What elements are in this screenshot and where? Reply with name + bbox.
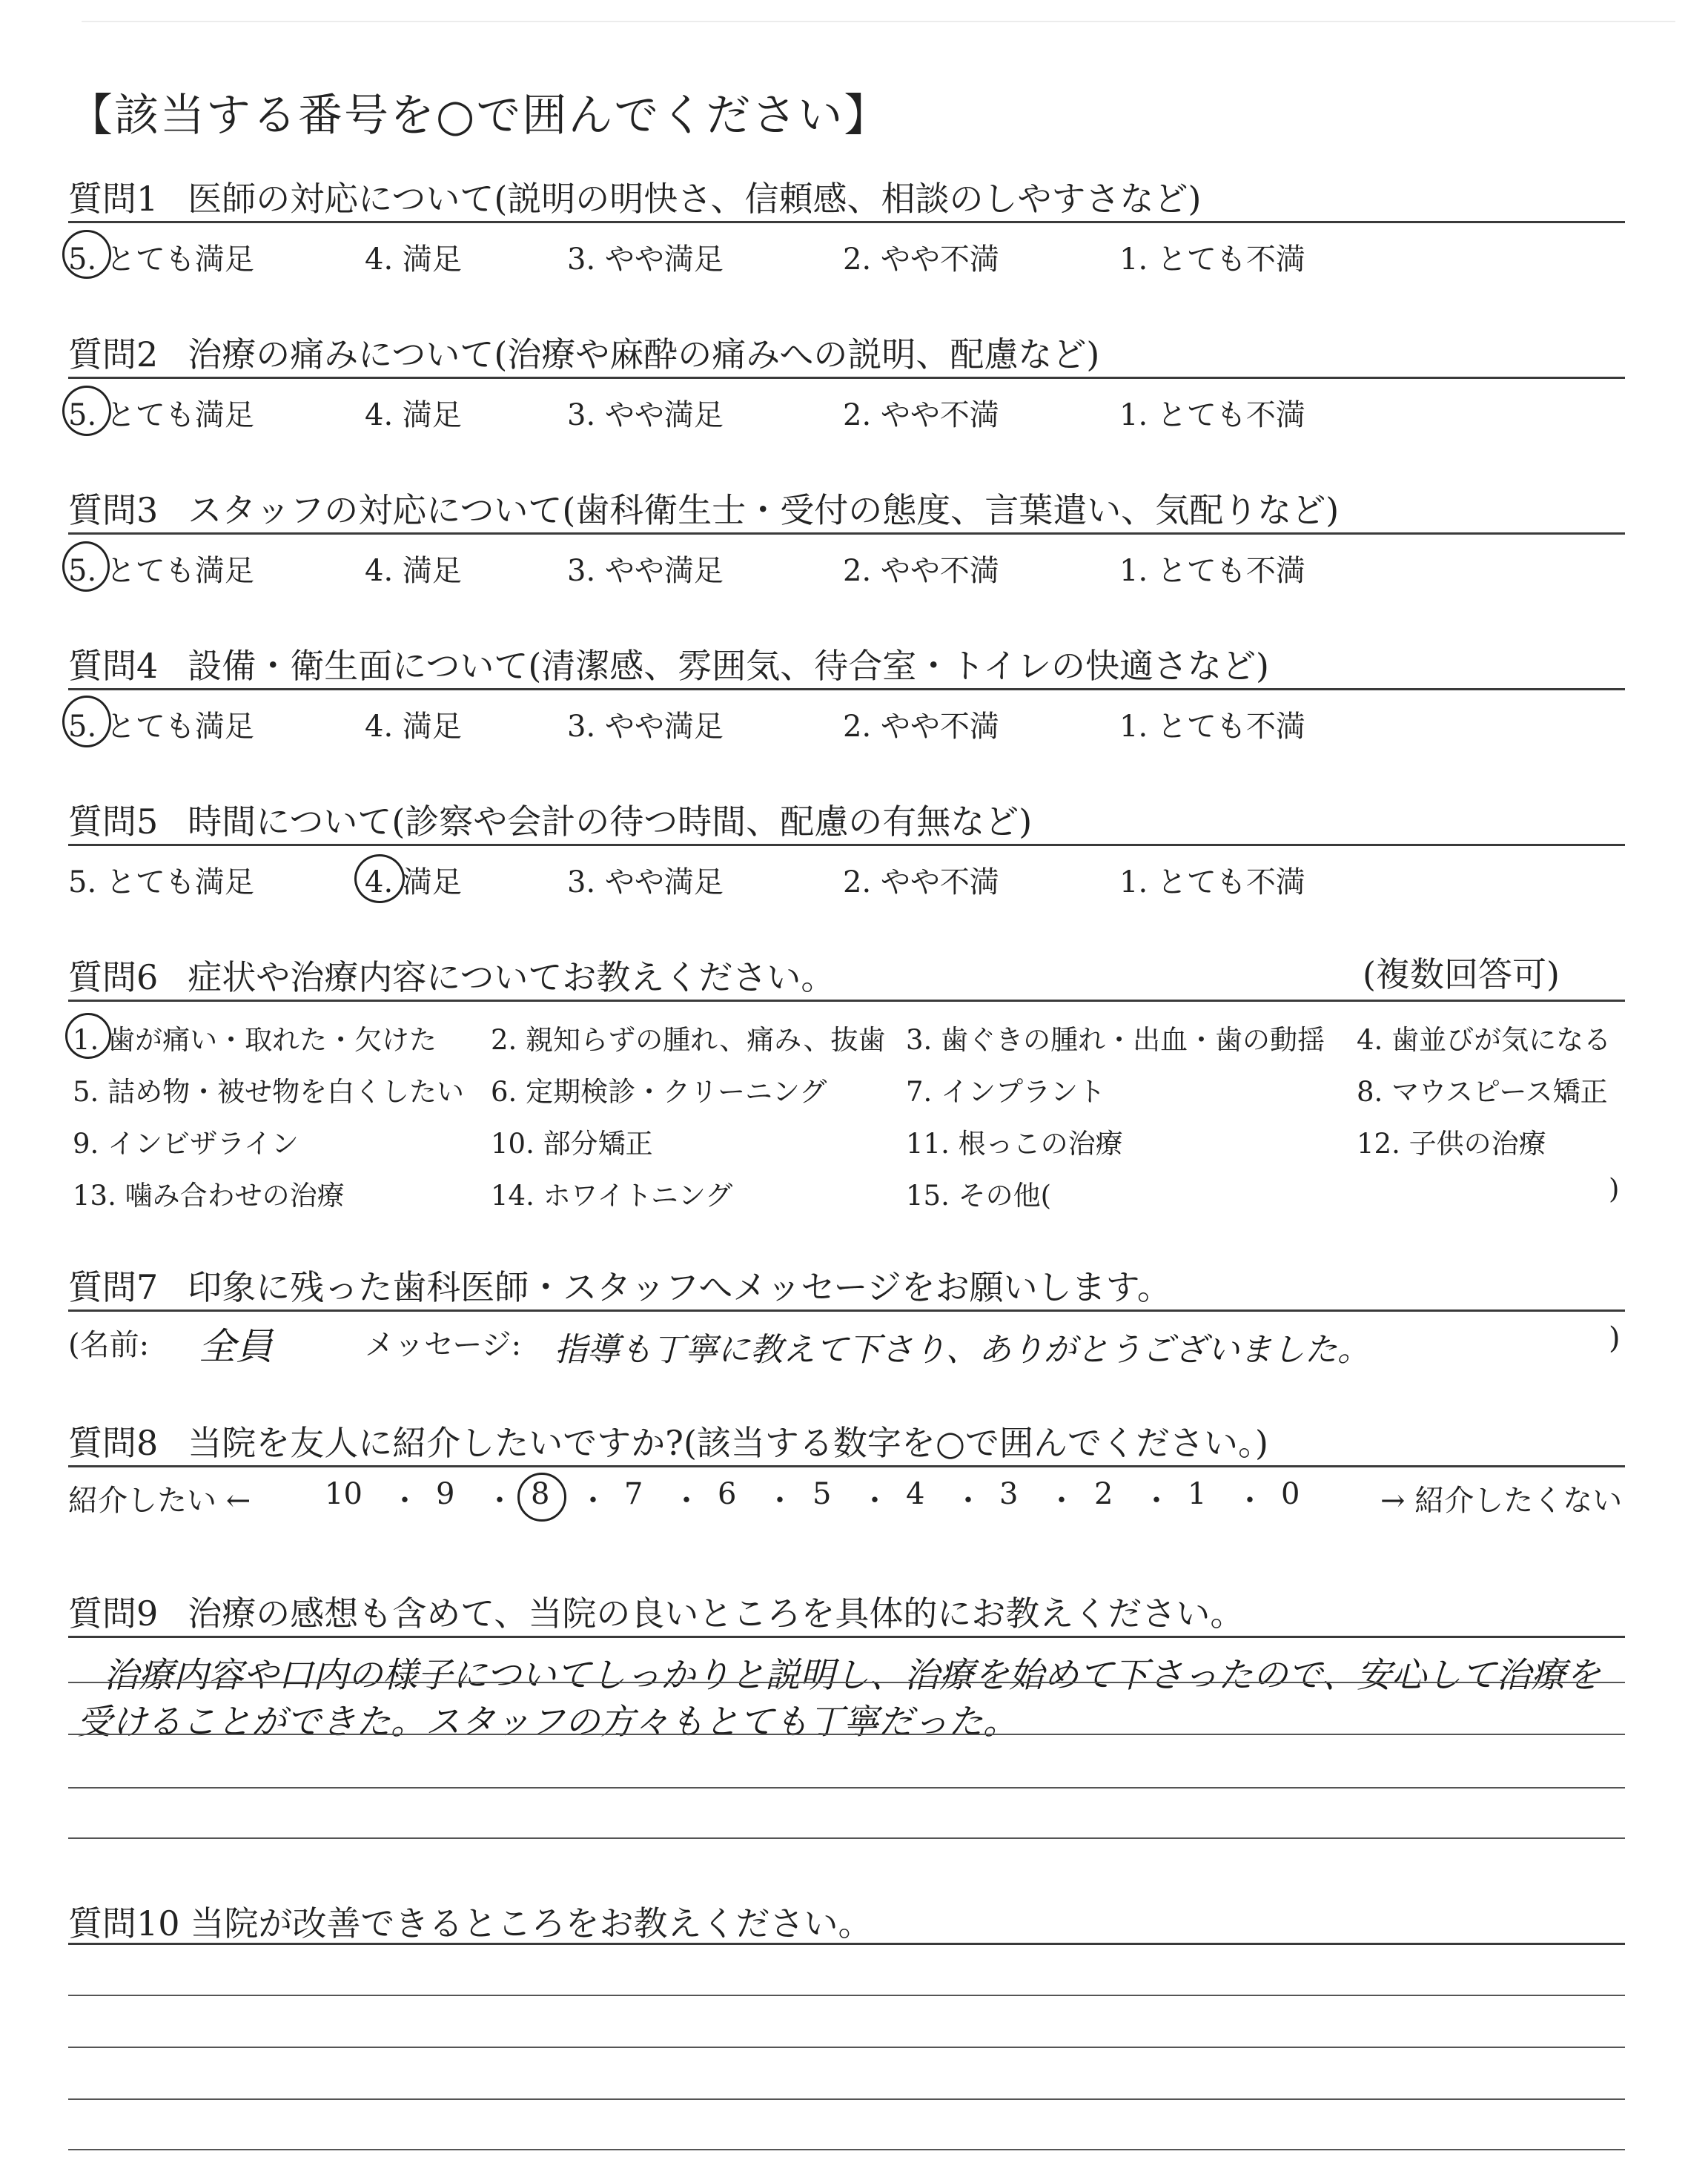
q7-text: 印象に残った歯科医師・スタッフへメッセージをお願いします。 xyxy=(188,1267,1171,1307)
q4-opt-2[interactable]: 2. やや不満 xyxy=(843,710,999,744)
q8-score-2[interactable]: 2 xyxy=(1094,1477,1113,1511)
q8-left-label: 紹介したい ← xyxy=(68,1484,251,1518)
q1-opt-1[interactable]: 1. とても不満 xyxy=(1119,242,1305,277)
q8-dot: ・ xyxy=(390,1484,420,1518)
q5-text: 時間について(診察や会計の待つ時間、配慮の有無など) xyxy=(188,802,1033,842)
q2-text: 治療の痛みについて(治療や麻酔の痛みへの説明、配慮など) xyxy=(188,334,1100,374)
q10-answer-rule xyxy=(68,2047,1625,2048)
q7-message-label: メッセージ: xyxy=(365,1328,522,1362)
q10-rule xyxy=(68,1943,1625,1945)
q6-rule xyxy=(68,1000,1625,1002)
q10-answer-rule xyxy=(68,2098,1625,2100)
q1-opt-5[interactable]: 5. とても満足 xyxy=(68,242,254,277)
q8-label: 質問8 xyxy=(68,1423,159,1463)
q9-text: 治療の感想も含めて、当院の良いところを具体的にお教えください。 xyxy=(188,1593,1245,1634)
q8-selection-circle xyxy=(517,1473,566,1522)
q8-right-label: → 紹介したくない xyxy=(1380,1484,1623,1518)
q8-score-6[interactable]: 6 xyxy=(718,1477,737,1511)
q1-selection-circle xyxy=(62,230,111,279)
q10-answer-rule xyxy=(68,1995,1625,1996)
q4-rule xyxy=(68,688,1625,690)
q10-text: 当院が改善できるところをお教えください。 xyxy=(190,1903,873,1943)
q9-answer-rule xyxy=(68,1682,1625,1683)
q8-score-5[interactable]: 5 xyxy=(812,1477,832,1511)
q2-selection-circle xyxy=(62,386,111,436)
q2-opt-3[interactable]: 3. やや満足 xyxy=(567,398,724,432)
q3-label: 質問3 xyxy=(68,490,159,530)
q6-option-11[interactable]: 11. 根っこの治療 xyxy=(906,1128,1123,1160)
q4-selection-circle xyxy=(62,696,111,747)
q8-text: 当院を友人に紹介したいですか?(該当する数字を○で囲んでください。) xyxy=(188,1423,1268,1463)
q3-opt-5[interactable]: 5. とても満足 xyxy=(68,554,254,588)
q3-opt-2[interactable]: 2. やや不満 xyxy=(843,554,999,588)
q5-label: 質問5 xyxy=(68,802,159,842)
q4-text: 設備・衛生面について(清潔感、雰囲気、待合室・トイレの快適さなど) xyxy=(188,646,1269,686)
q6-option-10[interactable]: 10. 部分矯正 xyxy=(491,1128,653,1160)
q10-answer-rule xyxy=(68,2149,1625,2150)
q8-score-1[interactable]: 1 xyxy=(1188,1477,1207,1511)
q8-score-10[interactable]: 10 xyxy=(325,1477,363,1511)
q6-option-2[interactable]: 2. 親知らずの腫れ、痛み、抜歯 xyxy=(491,1024,886,1056)
q6-heading xyxy=(68,951,835,1000)
q1-rule xyxy=(68,221,1625,223)
q5-opt-5[interactable]: 5. とても満足 xyxy=(68,865,254,899)
q6-option-13[interactable]: 13. 噛み合わせの治療 xyxy=(73,1180,345,1212)
q6-option-3[interactable]: 3. 歯ぐきの腫れ・出血・歯の動揺 xyxy=(906,1024,1325,1056)
q3-text: スタッフの対応について(歯科衛生士・受付の態度、言葉遣い、気配りなど) xyxy=(188,490,1340,530)
q1-heading xyxy=(68,172,1201,221)
q6-option-7[interactable]: 7. インプラント xyxy=(906,1076,1106,1108)
q6-multiple-note: (複数回答可) xyxy=(1363,954,1560,994)
q8-score-7[interactable]: 7 xyxy=(624,1477,643,1511)
q1-opt-4[interactable]: 4. 満足 xyxy=(365,242,462,277)
q9-answer-rule xyxy=(68,1787,1625,1789)
q1-opt-3[interactable]: 3. やや満足 xyxy=(567,242,724,277)
q8-score-3[interactable]: 3 xyxy=(999,1477,1019,1511)
q6-option-6[interactable]: 6. 定期検診・クリーニング xyxy=(491,1076,827,1108)
q5-opt-4[interactable]: 4. 満足 xyxy=(365,865,462,899)
q7-label: 質問7 xyxy=(68,1267,159,1307)
q6-option-12[interactable]: 12. 子供の治療 xyxy=(1357,1128,1546,1160)
q6-option-14[interactable]: 14. ホワイトニング xyxy=(491,1180,733,1212)
q10-label: 質問10 xyxy=(68,1903,180,1943)
q8-score-4[interactable]: 4 xyxy=(906,1477,925,1511)
q2-label: 質問2 xyxy=(68,334,159,374)
q2-opt-1[interactable]: 1. とても不満 xyxy=(1119,398,1305,432)
q6-text: 症状や治療内容についてお教えください。 xyxy=(188,957,835,997)
q5-selection-circle xyxy=(354,854,405,903)
q4-opt-4[interactable]: 4. 満足 xyxy=(365,710,462,744)
q6-option-9[interactable]: 9. インビザライン xyxy=(73,1128,299,1160)
q8-dot: ・ xyxy=(1047,1484,1076,1518)
q6-option-15[interactable]: 15. その他( xyxy=(906,1180,1052,1212)
q9-answer-line2[interactable]: 受けることができた。スタッフの方々もとても丁寧だった。 xyxy=(77,1702,1018,1743)
q5-opt-1[interactable]: 1. とても不満 xyxy=(1119,865,1305,899)
q6-label: 質問6 xyxy=(68,957,159,997)
q6-option-4[interactable]: 4. 歯並びが気になる xyxy=(1357,1024,1612,1056)
q5-rule xyxy=(68,844,1625,846)
q4-label: 質問4 xyxy=(68,646,159,686)
q2-rule xyxy=(68,377,1625,379)
q8-heading xyxy=(68,1416,1268,1465)
q7-name-label: (名前: xyxy=(68,1328,150,1362)
q7-name-value[interactable]: 全員 xyxy=(199,1325,273,1368)
q8-dot: ・ xyxy=(953,1484,983,1518)
q2-opt-2[interactable]: 2. やや不満 xyxy=(843,398,999,432)
q4-heading xyxy=(68,639,1269,688)
q1-opt-2[interactable]: 2. やや不満 xyxy=(843,242,999,277)
q8-rule xyxy=(68,1465,1625,1467)
page-title: 【該当する番号を○で囲んでください】 xyxy=(68,90,890,142)
q3-heading xyxy=(68,483,1339,532)
q9-answer-rule xyxy=(68,1734,1625,1735)
q5-opt-3[interactable]: 3. やや満足 xyxy=(567,865,724,899)
q6-option-5[interactable]: 5. 詰め物・被せ物を白くしたい xyxy=(73,1076,465,1108)
q3-opt-3[interactable]: 3. やや満足 xyxy=(567,554,724,588)
q8-dot: ・ xyxy=(485,1484,514,1518)
q9-label: 質問9 xyxy=(68,1593,159,1634)
q6-option-1[interactable]: 1. 歯が痛い・取れた・欠けた xyxy=(73,1024,437,1056)
q8-dot: ・ xyxy=(1235,1484,1265,1518)
q7-close: ) xyxy=(1609,1321,1621,1355)
q8-score-8[interactable]: 8 xyxy=(531,1477,550,1511)
q8-dot: ・ xyxy=(672,1484,701,1518)
q2-opt-4[interactable]: 4. 満足 xyxy=(365,398,462,432)
q10-heading xyxy=(68,1897,873,1946)
q3-opt-4[interactable]: 4. 満足 xyxy=(365,554,462,588)
q3-selection-circle xyxy=(62,541,110,592)
q1-text: 医師の対応について(説明の明快さ、信頼感、相談のしやすさなど) xyxy=(188,179,1202,219)
q6-option-15-close: ) xyxy=(1609,1173,1620,1205)
q2-heading xyxy=(68,328,1099,377)
q9-answer-line1[interactable]: 治療内容や口内の様子についてしっかりと説明し、治療を始めて下さったので、安心して治療を xyxy=(104,1655,1601,1696)
q7-rule xyxy=(68,1309,1625,1312)
q8-dot: ・ xyxy=(860,1484,890,1518)
q9-heading xyxy=(68,1587,1244,1636)
q8-score-0[interactable]: 0 xyxy=(1281,1477,1300,1511)
top-edge-line xyxy=(82,21,1675,22)
q7-message-value[interactable]: 指導も丁寧に教えて下さり、ありがとうございました。 xyxy=(555,1331,1370,1369)
q8-dot: ・ xyxy=(578,1484,608,1518)
q1-label: 質問1 xyxy=(68,179,159,219)
q3-opt-1[interactable]: 1. とても不満 xyxy=(1119,554,1305,588)
q7-heading xyxy=(68,1261,1171,1309)
q5-heading xyxy=(68,795,1032,844)
q8-dot: ・ xyxy=(765,1484,795,1518)
q4-opt-1[interactable]: 1. とても不満 xyxy=(1119,710,1305,744)
q8-dot: ・ xyxy=(1142,1484,1171,1518)
q4-opt-5[interactable]: 5. とても満足 xyxy=(68,710,254,744)
q8-score-9[interactable]: 9 xyxy=(436,1477,455,1511)
q2-opt-5[interactable]: 5. とても満足 xyxy=(68,398,254,432)
q9-answer-rule xyxy=(68,1837,1625,1839)
q9-rule xyxy=(68,1636,1625,1638)
q6-option-8[interactable]: 8. マウスピース矯正 xyxy=(1357,1076,1608,1108)
q3-rule xyxy=(68,532,1625,535)
q4-opt-3[interactable]: 3. やや満足 xyxy=(567,710,724,744)
q6-selection-circle xyxy=(65,1013,111,1059)
q5-opt-2[interactable]: 2. やや不満 xyxy=(843,865,999,899)
